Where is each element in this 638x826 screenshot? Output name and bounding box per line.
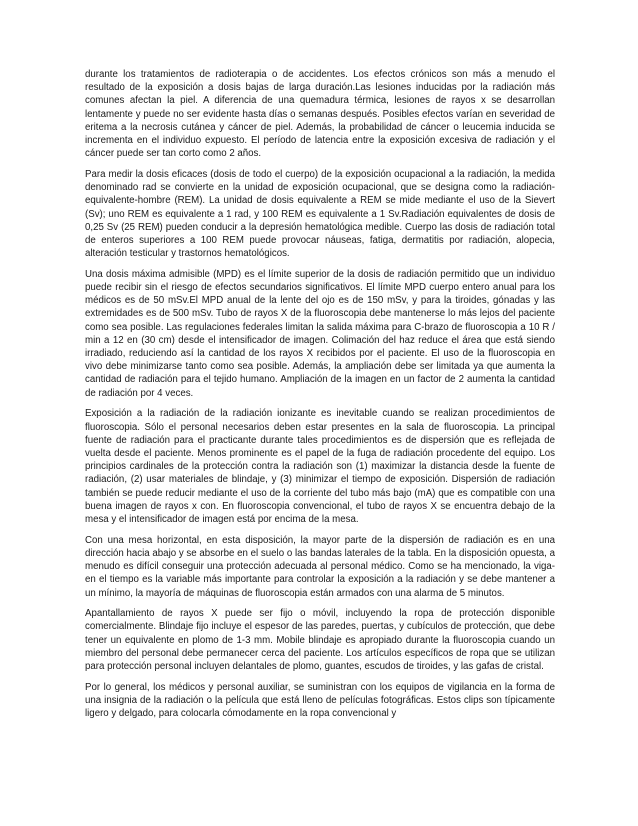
- paragraph-fluoroscopy-exposure: Exposición a la radiación de la radiación ionizante es inevitable cuando se realizan procedimientos de fluoroscopia. Sólo el personal necesarios deben estar presentes en la sala de fluoroscopia. La principal fuente de radiación para el practicante durante tales procedimientos es de dispersión que es reflejada de vuelta desde el paciente. Menos prominente es el papel de la fuga de radiación procedente del equipo. Los principios cardinales de la protección contra la radiación son (1) maximizar la distancia desde la fuente de radiación, (2) usar materiales de blindaje, y (3) minimizar el tiempo de exposición. Dispersión de radiación también se puede reducir mediante el uso de la corriente del tubo más bajo (mA) que es compatible con una buena imagen de rayos x con. En fluoroscopia convencional, el tubo de rayos X se encuentra debajo de la mesa y el intensificador de imagen está por encima de la mesa.: [85, 408, 555, 525]
- paragraph-radiation-effects: durante los tratamientos de radioterapia o de accidentes. Los efectos crónicos son más a menudo el resultado de la exposición a dosis bajas de larga duración.Las lesiones inducidas por la radiación más comunes afectan la piel. A diferencia de una quemadura térmica, lesiones de rayos x se desarrollan lentamente y puede no ser evidente hasta días o semanas después. Posibles efectos varían en severidad de eritema a la necrosis cutánea y cáncer de piel. Además, la probabilidad de cáncer o leucemia inducida se incrementa en el individuo expuesto. El período de latencia entre la exposición excesiva de radiación y el cáncer puede ser tan corto como 2 años.: [85, 69, 555, 160]
- paragraph-maximum-permissible-dose: Una dosis máxima admisible (MPD) es el límite superior de la dosis de radiación permitido que un individuo puede recibir sin el riesgo de efectos secundarios significativos. El límite MPD cuerpo entero anual para los médicos es de 50 mSv.El MPD anual de la lente del ojo es de 150 mSv, y para la tiroides, gónadas y las extremidades es de 500 mSv. Tubo de rayos X de la fluoroscopia debe mantenerse lo más lejos del paciente como sea posible. Las regulaciones federales limitan la salida máxima para C-brazo de fluoroscopia a 10 R / min a 12 en (30 cm) desde el intensificador de imagen. Colimación del haz reduce el área que está siendo irradiado, reduciendo así la cantidad de los rayos X recibidos por el paciente. El uso de la fluoroscopia en vivo debe minimizarse tanto como sea posible. Además, la ampliación debe ser limitada ya que aumenta la cantidad de radiación para el tejido humano. Ampliación de la imagen en un factor de 2 aumenta la cantidad de radiación por 4 veces.: [85, 268, 555, 399]
- paragraph-monitoring-badges: Por lo general, los médicos y personal auxiliar, se suministran con los equipos de vigilancia en la forma de una insignia de la radiación o la película que está lleno de películas fotográficas. Estos clips son típicamente ligero y delgado, para colocarla cómodamente en la ropa convencional y: [85, 681, 555, 720]
- document-body: [85, 68, 555, 728]
- paragraph-horizontal-table: Con una mesa horizontal, en esta disposición, la mayor parte de la dispersión de radiación es en una dirección hacia abajo y se absorbe en el suelo o las bandas laterales de la tabla. En la disposición opuesta, a menudo es difícil conseguir una protección adecuada al personal médico. Como se ha mencionado, la viga-en el tiempo es la variable más importante para controlar la exposición a la radiación y se debe mantener a un mínimo, la mayoría de máquinas de fluoroscopia están armados con una alarma de 5 minutos.: [85, 534, 555, 599]
- paragraph-shielding: Apantallamiento de rayos X puede ser fijo o móvil, incluyendo la ropa de protección disponible comercialmente. Blindaje fijo incluye el espesor de las paredes, puertas, y cubículos de protección, que debe tener un equivalente en plomo de 1-3 mm. Mobile blindaje es apropiado durante la fluoroscopia cuando un miembro del personal debe permanecer cerca del paciente. Los artículos específicos de ropa que se utilizan para protección personal incluyen delantales de plomo, guantes, escudos de tiroides, y las gafas de cristal.: [85, 608, 555, 673]
- paragraph-dose-measurement: Para medir la dosis eficaces (dosis de todo el cuerpo) de la exposición ocupacional a la radiación, la medida denominado rad se convierte en la unidad de exposición ocupacional, que se designa como la radiación-equivalente-hombre (REM). La unidad de dosis equivalente a REM se mide mediante el uso de la Sievert (Sv); uno REM es equivalente a 1 rad, y 100 REM es equivalente a 1 Sv.Radiación equivalentes de dosis de 0,25 Sv (25 REM) pueden conducir a la depresión hematológica medible. Cuerpo las dosis de radiación total de enteros superiores a 100 REM puede provocar náuseas, fatiga, dermatitis por radiación, alopecia, alteración testicular y trastornos hematológicos.: [85, 168, 555, 260]
